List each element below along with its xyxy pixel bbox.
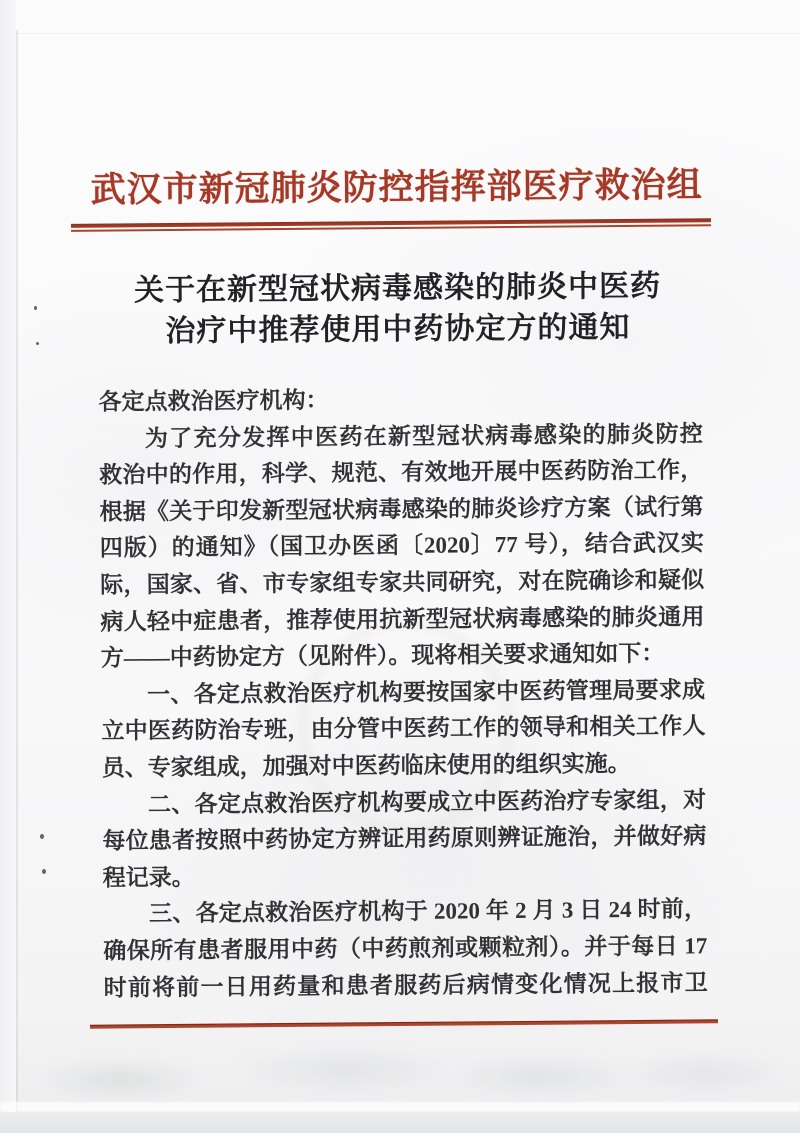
body-line: 根据《关于印发新型冠状病毒感染的肺炎诊疗方案（试行第	[99, 494, 704, 525]
photo-bottom-edge	[0, 1112, 800, 1133]
bottom-white-band	[0, 1102, 800, 1112]
body-line: 时前将前一日用药量和患者服药后病情变化情况上报市卫	[103, 969, 708, 1001]
body-line: 三、各定点救治医疗机构于 2020 年 2 月 3 日 24 时前，	[148, 896, 708, 927]
page-bleed-through-smudge	[30, 1040, 780, 1106]
body-line: 病人轻中症患者，推荐使用抗新型冠状病毒感染的肺炎通用	[100, 603, 705, 635]
notice-body	[98, 379, 707, 1006]
body-line: 员、专家组成，加强对中医药临床使用的组织实施。	[101, 750, 631, 781]
body-line: 方——中药协定方（见附件）。现将相关要求通知如下：	[100, 640, 665, 671]
notice-title-line2: 治疗中推荐使用中药协定方的通知	[165, 310, 631, 349]
scan-speck	[42, 869, 46, 874]
body-line: 际，国家、省、市专家组专家共同研究，对在院确诊和疑似	[100, 567, 705, 598]
body-line: 程记录。	[102, 864, 195, 891]
notice-title-line1: 关于在新型冠状病毒感染的肺炎中医药	[133, 269, 662, 308]
scan-speck	[40, 834, 44, 839]
body-line: 各定点救治医疗机构：	[98, 387, 329, 415]
body-line: 确保所有患者服用中药（中药煎剂或颗粒剂）。并于每日 17	[103, 933, 708, 964]
scan-speck	[34, 306, 37, 310]
body-line: 为了充分发挥中医药在新型冠状病毒感染的肺炎防控	[144, 420, 703, 451]
letterhead-title: 武汉市新冠肺炎防控指挥部医疗救治组	[90, 165, 703, 210]
letterhead-double-rule	[71, 218, 711, 232]
body-line: 救治中的作用，科学、规范、有效地开展中医药防治工作，	[99, 457, 704, 488]
body-line: 立中医药防治专班，由分管中医药工作的领导和相关工作人	[101, 713, 706, 744]
body-line: 二、各定点救治医疗机构要成立中医药治疗专家组，对	[147, 786, 707, 817]
body-line: 每位患者按照中药协定方辨证用药原则辨证施治，并做好病	[102, 823, 707, 854]
body-line: 四版）的通知》（国卫办医函〔2020〕77 号），结合武汉实	[99, 530, 704, 561]
body-line: 一、各定点救治医疗机构要按国家中医药管理局要求成	[146, 677, 706, 707]
notice-title	[0, 265, 798, 354]
footer-rule	[90, 1019, 718, 1028]
